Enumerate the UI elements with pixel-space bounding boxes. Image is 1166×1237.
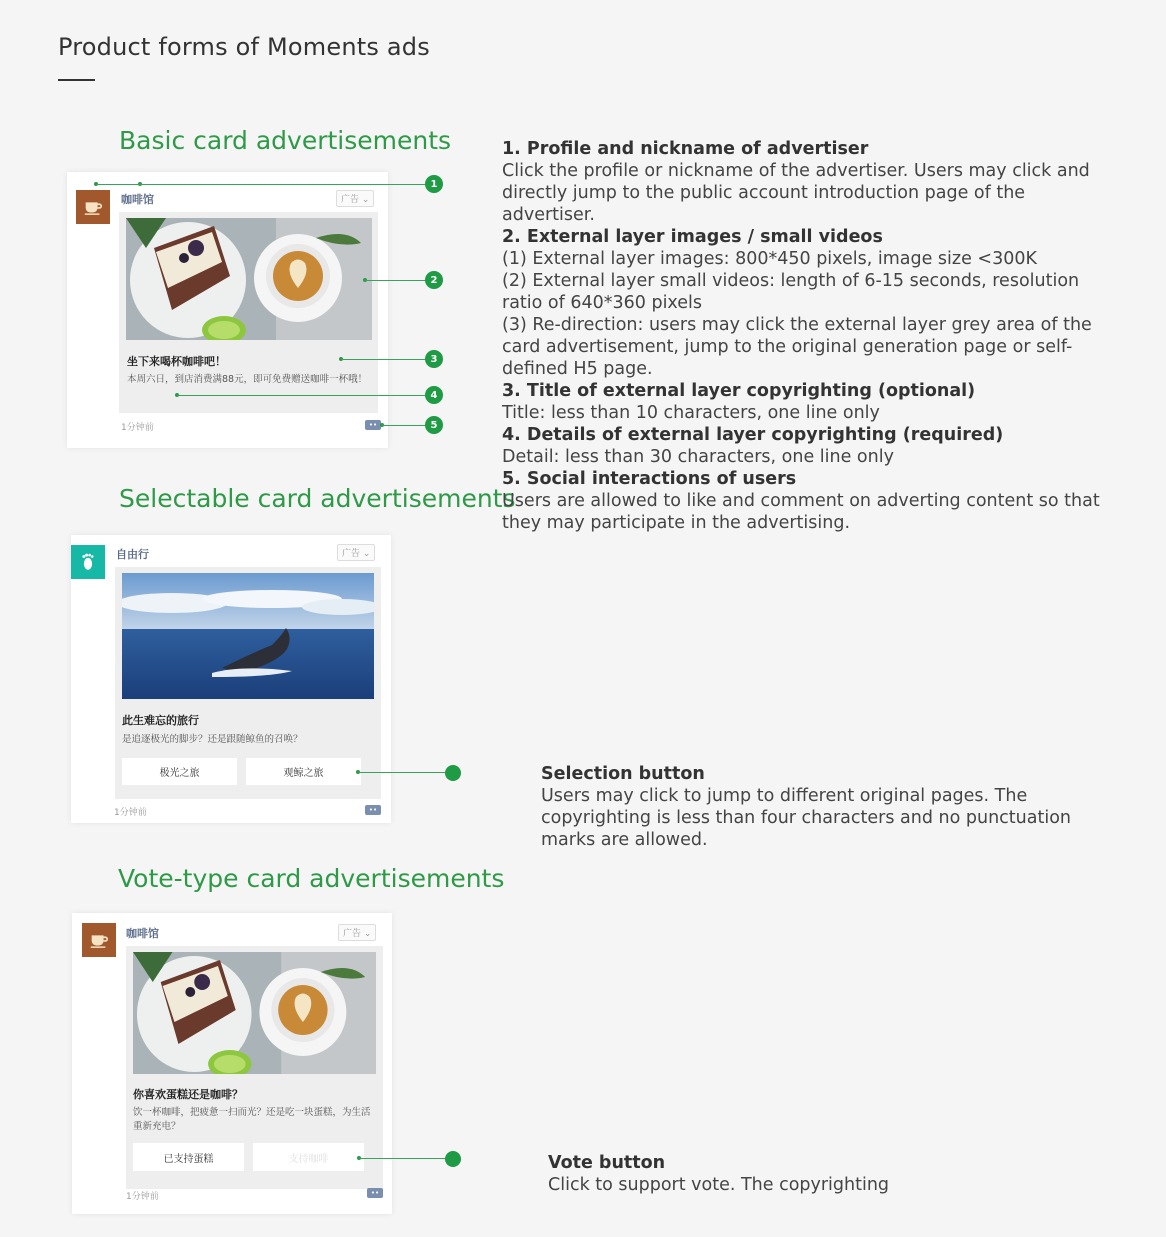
basic-description — [502, 138, 1112, 534]
vote-description — [548, 1152, 1128, 1196]
selectable-card[interactable] — [71, 535, 391, 823]
title-underline — [58, 79, 95, 81]
marker-2: 2 — [425, 271, 443, 289]
coffee-cup-icon — [88, 929, 110, 951]
ad-tag-label: 广告 — [343, 929, 362, 939]
timestamp: 1分钟前 — [121, 423, 154, 433]
marker-vote — [445, 1151, 461, 1167]
ad-tag[interactable]: 广告 ⌄ — [336, 190, 374, 207]
external-layer[interactable] — [119, 212, 378, 413]
desc-text-2a: (1) External layer images: 800*450 pixels, image size <300K — [502, 249, 1037, 269]
avatar[interactable] — [82, 923, 116, 957]
whale-image — [122, 573, 374, 699]
ad-detail: 是追逐极光的脚步？还是跟随鲸鱼的召唤？ — [122, 734, 303, 745]
selection-description — [541, 763, 1121, 851]
coffee-photo[interactable] — [133, 952, 376, 1074]
desc-heading-1: 1. Profile and nickname of advertiser — [502, 139, 869, 159]
vote-button-coffee[interactable]: 支持咖啡 — [253, 1143, 364, 1171]
section-title-vote: Vote-type card advertisements — [118, 864, 505, 893]
desc-heading-4: 4. Details of external layer copyrighting (required) — [502, 425, 1004, 445]
timestamp: 1分钟前 — [126, 1192, 159, 1202]
desc-text-5: Users are allowed to like and comment on adverting content so that they may participate in the advertising. — [502, 491, 1100, 533]
ad-title: 此生难忘的旅行 — [122, 714, 199, 727]
ad-detail: 饮一杯咖啡，把疲惫一扫而光？还是吃一块蛋糕，为生活重新充电？ — [133, 1107, 371, 1132]
callout-line-3 — [341, 359, 426, 360]
callout-line-4 — [177, 395, 426, 396]
marker-3: 3 — [425, 350, 443, 368]
nickname[interactable]: 咖啡馆 — [126, 927, 159, 940]
callout-line-5 — [382, 425, 426, 426]
selection-heading: Selection button — [541, 764, 705, 784]
comment-icon[interactable]: •• — [365, 805, 381, 815]
desc-heading-5: 5. Social interactions of users — [502, 469, 797, 489]
ad-tag-label: 广告 — [342, 549, 361, 559]
footprint-icon — [77, 551, 99, 573]
external-layer[interactable] — [126, 946, 383, 1189]
coffee-cake-image — [133, 952, 376, 1074]
desc-text-2c: (3) Re-direction: users may click the external layer grey area of the card advertisement, jump to the original generation page or self-defined H5 page. — [502, 315, 1092, 379]
coffee-cup-icon — [82, 196, 104, 218]
coffee-photo[interactable] — [126, 218, 372, 340]
ad-tag-label: 广告 — [341, 195, 360, 205]
desc-text-4: Detail: less than 30 characters, one line only — [502, 447, 894, 467]
marker-selection — [445, 765, 461, 781]
option-button-aurora[interactable]: 极光之旅 — [122, 758, 237, 785]
callout-line-2 — [365, 280, 426, 281]
comment-icon[interactable]: •• — [367, 1188, 383, 1198]
external-layer[interactable] — [115, 567, 381, 799]
ad-tag[interactable]: 广告 ⌄ — [338, 924, 376, 941]
callout-line-selection — [358, 772, 446, 773]
desc-text-3: Title: less than 10 characters, one line only — [502, 403, 880, 423]
vote-text: Click to support vote. The copyrighting — [548, 1175, 890, 1195]
marker-1: 1 — [425, 175, 443, 193]
desc-text-1: Click the profile or nickname of the advertiser. Users may click and directly jump to the public account introduction page of the advertiser. — [502, 161, 1090, 225]
vote-card[interactable] — [72, 913, 392, 1214]
vote-button-cake[interactable]: 已支持蛋糕 — [133, 1143, 244, 1171]
callout-line-vote — [359, 1158, 446, 1159]
callout-line-1 — [96, 184, 426, 185]
desc-text-2b: (2) External layer small videos: length of 6-15 seconds, resolution ratio of 640*360 pixels — [502, 271, 1080, 313]
comment-icon[interactable]: •• — [365, 420, 381, 430]
nickname[interactable]: 咖啡馆 — [121, 193, 154, 206]
marker-4: 4 — [425, 386, 443, 404]
page-title: Product forms of Moments ads — [58, 33, 430, 61]
ad-tag[interactable]: 广告 ⌄ — [337, 544, 375, 561]
timestamp: 1分钟前 — [114, 808, 147, 818]
desc-heading-3: 3. Title of external layer copyrighting (optional) — [502, 381, 976, 401]
marker-5: 5 — [425, 416, 443, 434]
avatar[interactable] — [76, 190, 110, 224]
basic-card[interactable] — [67, 172, 388, 448]
section-title-selectable: Selectable card advertisements — [119, 484, 516, 513]
option-button-whale[interactable]: 观鲸之旅 — [246, 758, 361, 785]
ad-title: 坐下来喝杯咖啡吧！ — [127, 355, 226, 368]
nickname[interactable]: 自由行 — [116, 548, 149, 561]
ad-title: 你喜欢蛋糕还是咖啡？ — [133, 1088, 243, 1101]
coffee-cake-image — [126, 218, 372, 340]
selection-text: Users may click to jump to different original pages. The copyrighting is less than four characters and no punctuation marks are allowed. — [541, 786, 1071, 850]
vote-heading: Vote button — [548, 1153, 666, 1173]
section-title-basic: Basic card advertisements — [119, 126, 452, 155]
whale-photo[interactable] — [122, 573, 374, 699]
ad-detail: 本周六日，到店消费满88元，即可免费赠送咖啡一杯哦！ — [127, 374, 368, 385]
desc-heading-2: 2. External layer images / small videos — [502, 227, 883, 247]
avatar[interactable] — [71, 545, 105, 579]
